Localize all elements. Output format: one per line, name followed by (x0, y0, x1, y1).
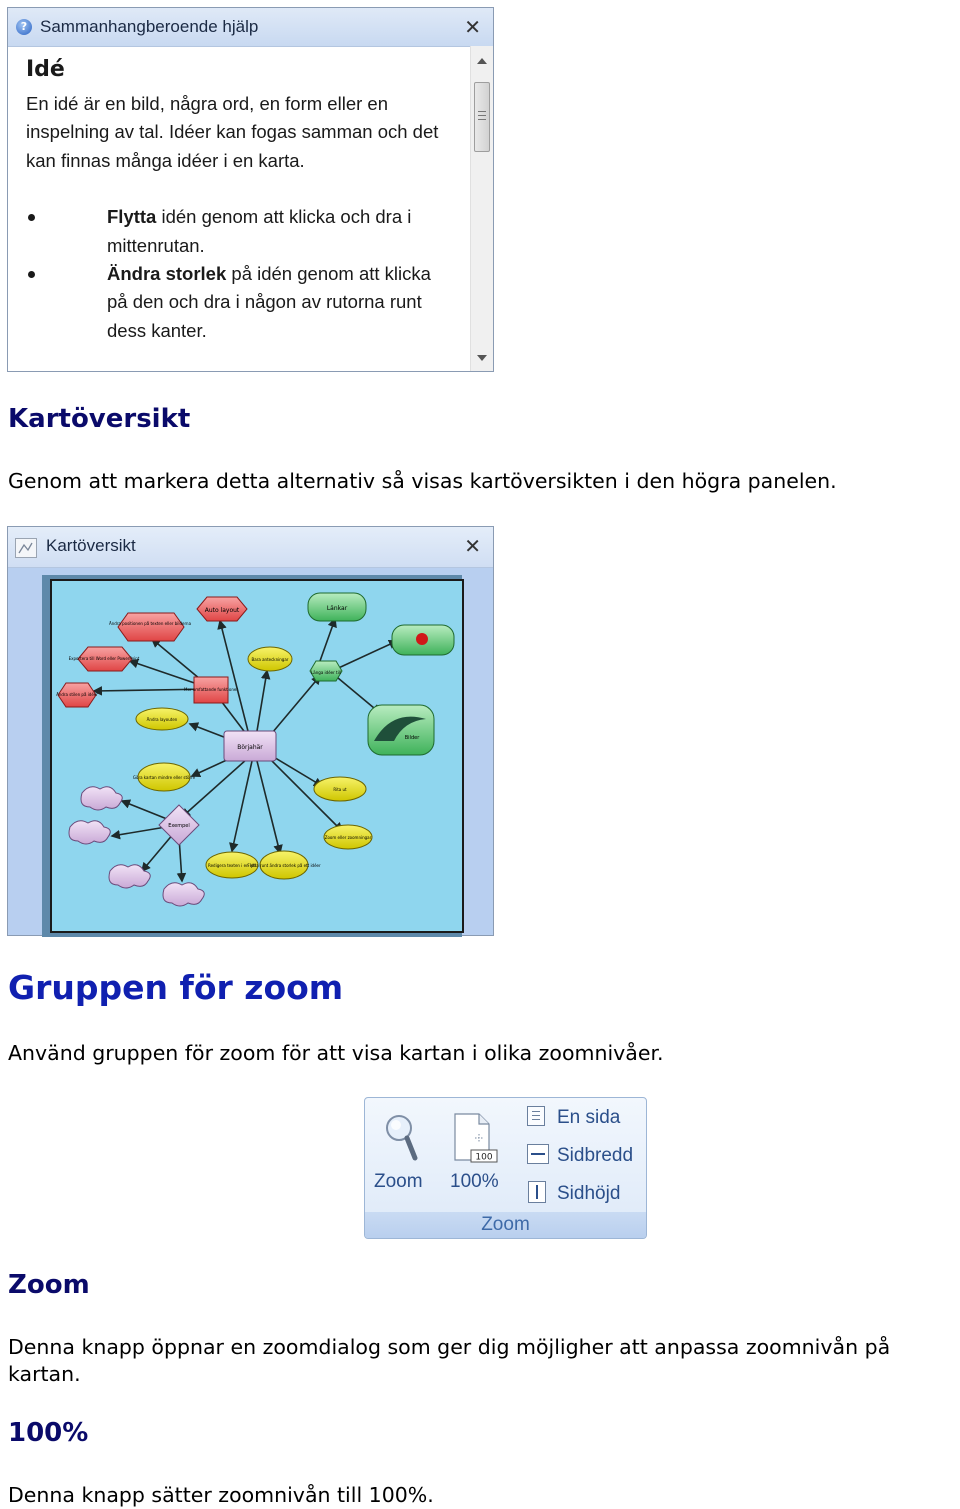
scroll-down-icon[interactable] (477, 355, 487, 361)
bullet-bold: Flytta (107, 206, 157, 228)
connector (122, 801, 172, 821)
node-label: Ändra positionen på texten eller bilderna (108, 621, 192, 626)
node-label: Mer omfattande funktioner (184, 687, 238, 692)
hundred-button-label: 100% (450, 1171, 499, 1192)
hundred-text: Denna knapp sätter zoomnivån till 100%. (8, 1483, 434, 1507)
node-label: Redigera texten i en idé (207, 863, 257, 868)
connector (232, 761, 252, 851)
connector (182, 759, 247, 817)
node-label: Bara anteckningar (251, 657, 289, 662)
overview-text: Genom att markera detta alternativ så visas kartöversikten i den högra panelen. (8, 469, 837, 493)
one-page-label: En sida (557, 1107, 621, 1128)
bullet-text: idén genom att klicka och dra i mittenrutan. (107, 206, 412, 256)
node-label: Börjahär (237, 744, 263, 751)
zoom-group-heading: Gruppen för zoom (8, 968, 344, 1007)
help-panel-content (26, 56, 446, 345)
hundred-heading: 100% (8, 1418, 89, 1448)
node-label: Bilder (404, 735, 420, 741)
list-item (26, 203, 446, 260)
scroll-thumb[interactable] (474, 82, 490, 152)
list-item (26, 260, 446, 345)
bullet-bold: Ändra storlek (107, 263, 227, 285)
node-label: Länga idéer till (311, 670, 341, 675)
bullet-text: på idén genom att klicka på den och dra i någon av rutorna runt dess kanter. (107, 263, 431, 341)
zoom-button-label: Zoom (374, 1171, 423, 1192)
connector (257, 671, 267, 731)
page-height-button[interactable] (523, 1179, 641, 1209)
ribbon-group-label: Zoom (481, 1214, 530, 1235)
help-panel-titlebar (8, 8, 493, 47)
page-height-icon (528, 1181, 546, 1203)
scroll-up-icon[interactable] (477, 58, 487, 64)
idea-heading: Idé (26, 57, 65, 82)
map-panel-titlebar (8, 527, 493, 568)
node-label: Ändra stilen på idéer (56, 692, 98, 697)
map-overview-panel (7, 526, 494, 936)
map-viewport (42, 575, 462, 937)
idea-paragraph: En idé är en bild, några ord, en form eller en inspelning av tal. Idéer kan fogas samman och det kan finnas många idéer i en karta. (26, 93, 439, 171)
record-icon (416, 633, 428, 645)
node-label: Auto layout (204, 607, 240, 614)
close-icon[interactable]: ✕ (464, 534, 481, 558)
connector (332, 641, 397, 671)
zoom-text: Denna knapp öppnar en zoomdialog som ger dig möjligher att anpassa zoomnivån på kartan. (8, 1335, 891, 1386)
page-width-icon (527, 1144, 549, 1164)
node-label: Rita ut (333, 787, 347, 792)
connector (257, 761, 280, 853)
node-group-yellow (133, 647, 372, 879)
node-label: Länkar (326, 605, 348, 612)
zoom-heading: Zoom (8, 1270, 90, 1300)
node-group-purple (69, 731, 276, 906)
node-label: Ändra layouten (146, 717, 178, 722)
hundred-percent-button[interactable] (445, 1104, 505, 1204)
page-100-icon (451, 1110, 499, 1164)
overview-heading: Kartöversikt (8, 404, 191, 434)
node-label: Exempel (168, 823, 190, 829)
one-page-button[interactable] (523, 1103, 641, 1133)
mind-map-canvas[interactable] (50, 579, 464, 933)
ribbon-group-footer (365, 1212, 646, 1238)
node-label: Göra kartan mindre eller större (132, 775, 196, 780)
close-icon[interactable]: ✕ (464, 15, 481, 39)
node-label: Flytta runt ändra storlek på ett idéer (247, 863, 321, 868)
vertical-scrollbar[interactable] (470, 46, 493, 371)
bullet-icon (28, 214, 35, 221)
connector (142, 833, 174, 871)
page-icon-text: 100 (475, 1152, 493, 1163)
page-width-label: Sidbredd (557, 1145, 634, 1166)
node-label: Zoom eller zoomningar (324, 835, 372, 840)
node-group-green (308, 593, 454, 755)
magnifier-icon (383, 1112, 423, 1164)
one-page-icon (527, 1106, 545, 1126)
context-help-panel (7, 7, 494, 372)
connector (267, 676, 320, 739)
page-width-button[interactable] (523, 1141, 641, 1171)
mind-map-diagram (52, 581, 462, 931)
map-panel-title: Kartöversikt (46, 536, 136, 555)
bullet-icon (28, 271, 35, 278)
node-label: Exportera till Word eller PowerPoint (68, 656, 140, 661)
ribbon-zoom-group (364, 1097, 647, 1239)
help-panel-title: Sammanhangberoende hjälp (40, 17, 259, 36)
map-overview-icon (15, 538, 37, 558)
connector (320, 619, 335, 661)
zoom-button[interactable] (371, 1104, 437, 1204)
connector (332, 673, 380, 713)
zoom-group-text: Använd gruppen för zoom för att visa kartan i olika zoomnivåer. (8, 1041, 664, 1065)
help-icon: ? (16, 19, 32, 35)
page-height-label: Sidhöjd (557, 1183, 621, 1204)
